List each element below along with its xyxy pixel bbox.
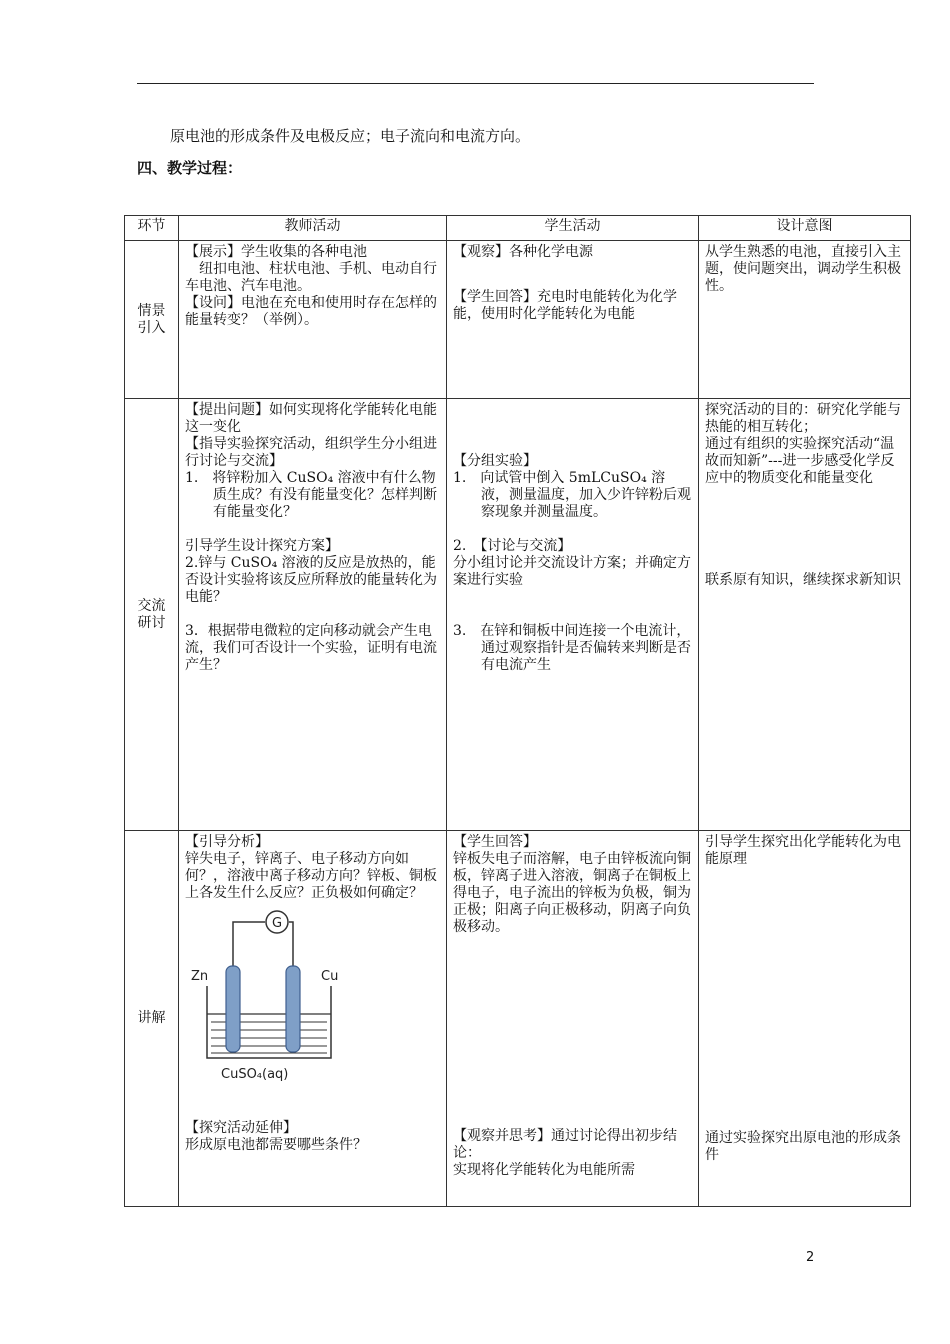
header-student: 学生活动 [447, 216, 699, 241]
intent-line: 通过有组织的实验探究活动“温故而知新”---进一步感受化学反应中的物质变化和能量变化 [705, 436, 895, 486]
header-rule [137, 83, 814, 84]
solution-label: CuSO₄(aq) [221, 1067, 289, 1082]
header-stage: 环节 [125, 216, 179, 241]
student-line: 【观察并思考】通过讨论得出初步结论： [453, 1128, 677, 1161]
stage-label: 交流研讨 [137, 597, 166, 631]
stage-label: 情景引入 [137, 302, 166, 336]
spacer [185, 606, 440, 623]
spacer [453, 261, 692, 289]
spacer [705, 487, 904, 572]
student-line: 3. 在锌和铜板中间连接一个电流计，通过观察指针是否偏转来判断是否有电流产生 [453, 623, 691, 673]
meter-label: G [272, 916, 283, 931]
spacer [185, 1084, 440, 1120]
teacher-line: 3．根据带电微粒的定向移动就会产生电流，我们可否设计一个实验，证明有电流产生？ [185, 623, 437, 673]
header-teacher: 教师活动 [179, 216, 447, 241]
spacer [705, 868, 904, 1130]
page-number: 2 [806, 1250, 815, 1265]
lesson-table [124, 215, 911, 1207]
student-line: 1. 向试管中倒入 5mLCuSO₄ 溶液，测量温度，加入少许锌粉后观察现象并测量温度。 [453, 470, 691, 520]
teacher-line: 【引导分析】 [185, 834, 269, 850]
copper-electrode [286, 966, 300, 1052]
header-intent: 设计意图 [699, 216, 911, 241]
intent-line: 探究活动的目的：研究化学能与热能的相互转化； [705, 402, 901, 435]
intent-line: 联系原有知识，继续探求新知识 [705, 572, 901, 588]
table-header-row [125, 216, 911, 241]
student-line: 2. 【讨论与交流】 [453, 538, 572, 554]
student-line: 【分组实验】 [453, 453, 537, 469]
teacher-line: 【提出问题】如何实现将化学能转化电能这一变化 [185, 402, 437, 435]
intent-cell [699, 831, 911, 1207]
table-row [125, 241, 911, 399]
spacer [453, 402, 692, 453]
spacer [453, 589, 692, 623]
teacher-line: 1. 将锌粉加入 CuSO₄ 溶液中有什么物质生成？有没有能量变化？怎样判断有能量变化？ [185, 470, 437, 520]
teacher-cell [179, 241, 447, 399]
intent-line: 从学生熟悉的电池，直接引入主题，使问题突出，调动学生积极性。 [705, 244, 901, 294]
galvanic-cell-diagram [185, 906, 355, 1084]
stage-cell [125, 399, 179, 831]
teacher-line: 【设问】电池在充电和使用时存在怎样的能量转变？（举例）。 [185, 295, 437, 328]
student-line: 【学生回答】 [453, 834, 537, 850]
teacher-line: 2.锌与 CuSO₄ 溶液的反应是放热的，能否设计实验将该反应所释放的能量转化为电能？ [185, 555, 437, 605]
right-electrode-label: Cu [321, 969, 339, 984]
student-cell [447, 831, 699, 1207]
zinc-electrode [226, 966, 240, 1052]
teacher-cell [179, 399, 447, 831]
intent-line: 引导学生探究出化学能转化为电能原理 [705, 834, 901, 867]
student-line: 【学生回答】充电时电能转化为化学能，使用时化学能转化为电能 [453, 289, 677, 322]
student-line: 【观察】各种化学电源 [453, 244, 593, 260]
spacer [185, 521, 440, 538]
intro-text: 原电池的形成条件及电极反应；电子流向和电流方向。 [170, 127, 531, 145]
section-title: 四、教学过程： [137, 159, 243, 177]
teacher-line: 形成原电池都需要哪些条件？ [185, 1137, 367, 1153]
student-cell [447, 399, 699, 831]
table-row [125, 831, 911, 1207]
left-electrode-label: Zn [191, 969, 209, 984]
teacher-line: 纽扣电池、柱状电池、手机、电动自行车电池、汽车电池。 [185, 261, 437, 294]
intent-line: 通过实验探究出原电池的形成条件 [705, 1130, 901, 1163]
teacher-line: 【指导实验探究活动，组织学生分小组进行讨论与交流】 [185, 436, 437, 469]
teacher-line: 【展示】学生收集的各种电池 [185, 244, 367, 260]
stage-cell [125, 831, 179, 1207]
spacer [453, 521, 692, 538]
teacher-line: 【探究活动延伸】 [185, 1120, 297, 1136]
stage-cell [125, 241, 179, 399]
table-row [125, 399, 911, 831]
spacer [453, 936, 692, 1128]
teacher-line: 锌失电子，锌离子、电子移动方向如何？，溶液中离子移动方向？锌板、铜板上各发生什么反应？正负极如何确定？ [185, 851, 437, 901]
student-line: 实现将化学能转化为电能所需 [453, 1162, 635, 1178]
stage-label: 讲解 [137, 1010, 166, 1026]
student-line: 分小组讨论并交流设计方案；并确定方案进行实验 [453, 555, 691, 588]
student-cell [447, 241, 699, 399]
teacher-line: 引导学生设计探究方案】 [185, 538, 339, 554]
teacher-cell [179, 831, 447, 1207]
student-line: 锌板失电子而溶解，电子由锌板流向铜板，锌离子进入溶液，铜离子在铜板上得电子，电子流出的锌板为负极，铜为正极；阳离子向正极移动，阴离子向负极移动。 [453, 851, 691, 935]
intent-cell [699, 241, 911, 399]
intent-cell [699, 399, 911, 831]
